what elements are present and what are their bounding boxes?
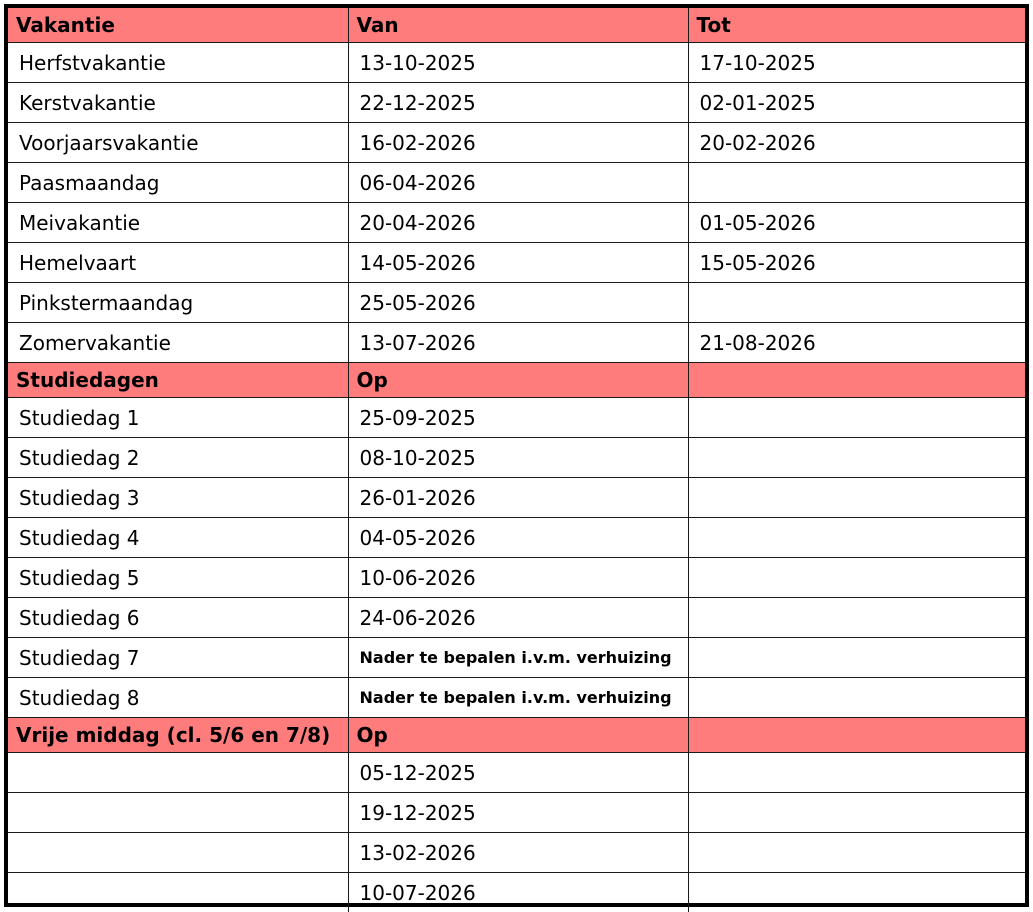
empty-cell [8,833,348,873]
date-cell: 10-06-2026 [348,558,688,598]
table-row [8,243,1025,283]
name-cell: Voorjaarsvakantie [8,123,348,163]
table-row [8,478,1025,518]
from-cell: 16-02-2026 [348,123,688,163]
date-note-cell: Nader te bepalen i.v.m. verhuizing [348,678,688,718]
to-cell: 17-10-2025 [688,43,1025,83]
name-cell: Studiedag 5 [8,558,348,598]
empty-cell [688,598,1025,638]
empty-cell [688,873,1025,912]
name-cell: Pinkstermaandag [8,283,348,323]
studiedagen-header-row [8,363,1025,398]
date-cell: 26-01-2026 [348,478,688,518]
name-cell: Herfstvakantie [8,43,348,83]
table-row [8,283,1025,323]
header-cell: Op [348,718,688,753]
from-cell: 06-04-2026 [348,163,688,203]
table-row [8,678,1025,718]
table-row [8,518,1025,558]
empty-cell [688,793,1025,833]
name-cell: Studiedag 1 [8,398,348,438]
date-cell: 05-12-2025 [348,753,688,793]
to-cell: 15-05-2026 [688,243,1025,283]
empty-cell [688,478,1025,518]
name-cell: Studiedag 7 [8,638,348,678]
empty-cell [688,678,1025,718]
header-cell [688,363,1025,398]
vakantie-header-row [8,8,1025,43]
name-cell: Studiedag 4 [8,518,348,558]
schedule-frame [4,4,1029,907]
table-row [8,558,1025,598]
table-row [8,323,1025,363]
date-note-cell: Nader te bepalen i.v.m. verhuizing [348,638,688,678]
name-cell: Meivakantie [8,203,348,243]
table-row [8,793,1025,833]
date-cell: 13-02-2026 [348,833,688,873]
empty-cell [688,833,1025,873]
date-cell: 19-12-2025 [348,793,688,833]
header-cell: Vakantie [8,8,348,43]
table-row [8,43,1025,83]
from-cell: 13-07-2026 [348,323,688,363]
table-row [8,873,1025,912]
from-cell: 20-04-2026 [348,203,688,243]
table-row [8,83,1025,123]
header-cell: Van [348,8,688,43]
header-cell: Tot [688,8,1025,43]
name-cell: Kerstvakantie [8,83,348,123]
table-row [8,638,1025,678]
vrije-middag-header-row [8,718,1025,753]
name-cell: Paasmaandag [8,163,348,203]
table-row [8,203,1025,243]
table-row [8,833,1025,873]
name-cell: Studiedag 6 [8,598,348,638]
from-cell: 14-05-2026 [348,243,688,283]
empty-cell [688,398,1025,438]
empty-cell [688,753,1025,793]
table-row [8,163,1025,203]
from-cell: 13-10-2025 [348,43,688,83]
empty-cell [688,518,1025,558]
empty-cell [688,558,1025,598]
from-cell: 22-12-2025 [348,83,688,123]
to-cell [688,163,1025,203]
empty-cell [688,638,1025,678]
date-cell: 25-09-2025 [348,398,688,438]
header-cell: Vrije middag (cl. 5/6 en 7/8) [8,718,348,753]
table-row [8,598,1025,638]
name-cell: Studiedag 3 [8,478,348,518]
header-cell: Op [348,363,688,398]
header-cell: Studiedagen [8,363,348,398]
date-cell: 24-06-2026 [348,598,688,638]
schedule-table [8,8,1025,912]
schedule-table-body [8,8,1025,912]
empty-cell [8,793,348,833]
to-cell: 20-02-2026 [688,123,1025,163]
empty-cell [688,438,1025,478]
from-cell: 25-05-2026 [348,283,688,323]
table-row [8,438,1025,478]
header-cell [688,718,1025,753]
date-cell: 04-05-2026 [348,518,688,558]
empty-cell [8,873,348,912]
to-cell: 02-01-2025 [688,83,1025,123]
name-cell: Studiedag 8 [8,678,348,718]
name-cell: Zomervakantie [8,323,348,363]
name-cell: Hemelvaart [8,243,348,283]
table-row [8,753,1025,793]
date-cell: 08-10-2025 [348,438,688,478]
table-row [8,123,1025,163]
table-row [8,398,1025,438]
name-cell: Studiedag 2 [8,438,348,478]
to-cell: 21-08-2026 [688,323,1025,363]
date-cell: 10-07-2026 [348,873,688,912]
to-cell [688,283,1025,323]
to-cell: 01-05-2026 [688,203,1025,243]
empty-cell [8,753,348,793]
